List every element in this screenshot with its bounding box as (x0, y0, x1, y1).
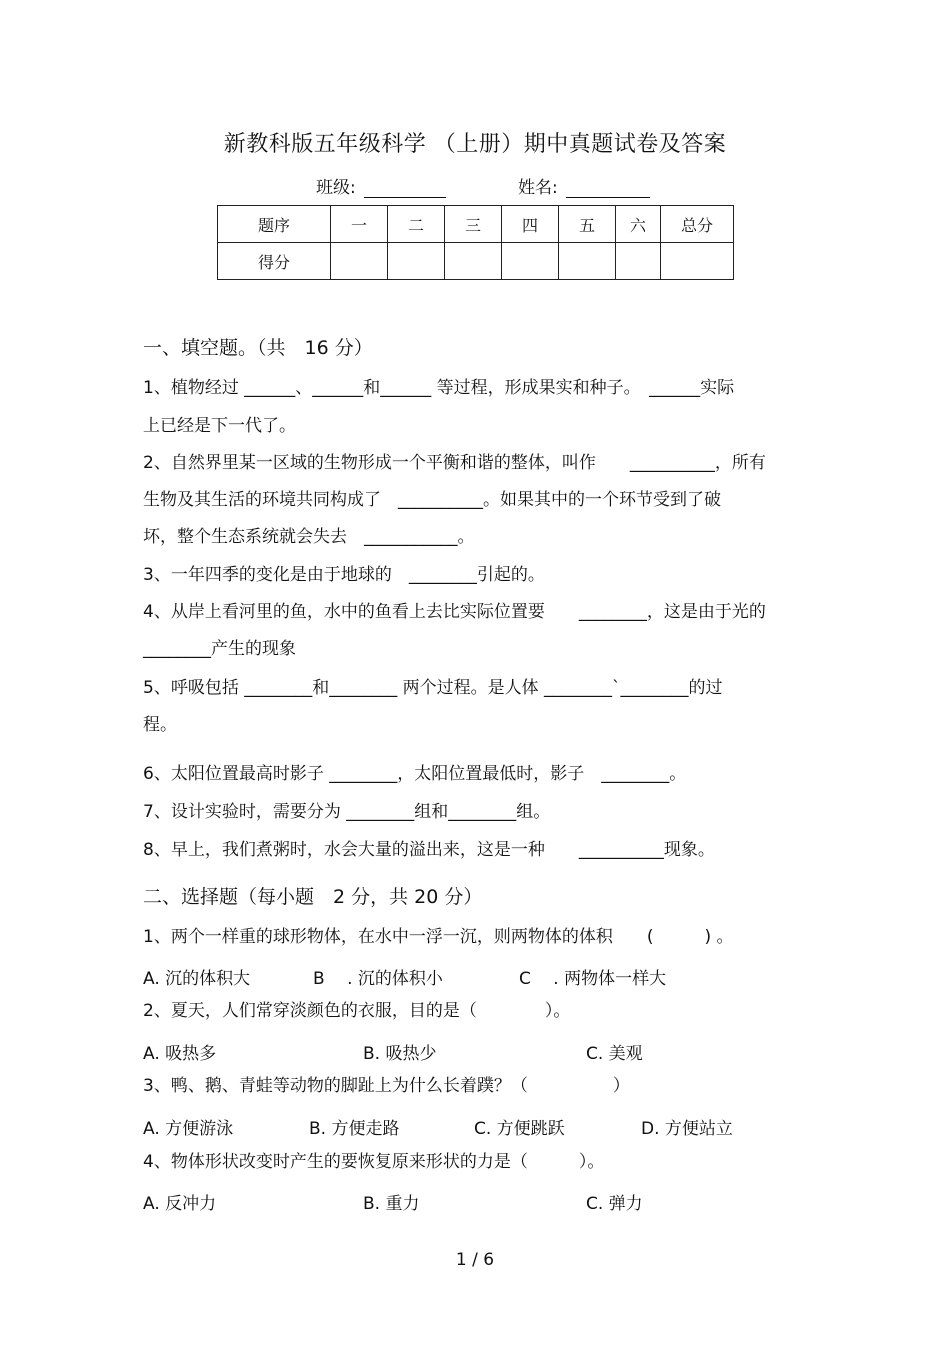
question-line: 1、两个一样重的球形物体，在水中一浮一沉，则两物体的体积 ( ) 。 (143, 927, 734, 947)
header-cell: 题序 (218, 206, 331, 243)
header-cell: 二 (388, 206, 445, 243)
score-cell (661, 243, 734, 280)
header-cell: 三 (445, 206, 502, 243)
score-table (217, 205, 734, 280)
question-line: 生物及其生活的环境共同构成了 __________。如果其中的一个环节受到了破 (143, 490, 721, 510)
question-line: 2、自然界里某一区域的生物形成一个平衡和谐的整体，叫作 __________，所有 (143, 453, 766, 473)
question-line: ________产生的现象 (143, 639, 296, 659)
class-field (316, 173, 446, 198)
option: A. 方便游泳 (143, 1119, 234, 1139)
score-table-score-row (218, 243, 734, 280)
page-number: 1 / 6 (455, 1250, 495, 1270)
option: A. 反冲力 (143, 1194, 217, 1214)
question-line: 3、鸭、鹅、青蛙等动物的脚趾上为什么长着蹼？（ ） (143, 1076, 630, 1096)
header-cell: 四 (502, 206, 559, 243)
header-cell: 五 (559, 206, 616, 243)
option: B. 重力 (363, 1194, 420, 1214)
question-line: 7、设计实验时，需要分为 ________组和________组。 (143, 802, 551, 822)
score-cell (559, 243, 616, 280)
option: C. 弹力 (586, 1194, 643, 1214)
header-cell: 一 (331, 206, 388, 243)
option: C . 两物体一样大 (519, 969, 667, 989)
question-line: 5、呼吸包括 ________和________ 两个过程。是人体 ________`________的过 (143, 678, 723, 698)
section2-heading: 二、选择题（每小题 2 分，共 20 分） (143, 886, 483, 908)
class-blank (364, 179, 446, 198)
option: A. 吸热多 (143, 1044, 217, 1064)
option: C. 美观 (586, 1044, 643, 1064)
question-line: 程。 (143, 715, 177, 735)
score-cell (445, 243, 502, 280)
section1-heading: 一、填空题。（共 16 分） (143, 337, 373, 359)
option: B. 吸热少 (363, 1044, 437, 1064)
question-line: 8、早上，我们煮粥时，水会大量的溢出来，这是一种 __________现象。 (143, 840, 715, 860)
question-line: 6、太阳位置最高时影子 ________，太阳位置最低时，影子 ________。 (143, 764, 687, 784)
question-line: 3、一年四季的变化是由于地球的 ________引起的。 (143, 565, 545, 585)
name-field (518, 173, 650, 198)
question-line: 坏，整个生态系统就会失去 ___________。 (143, 527, 475, 547)
option: B. 方便走路 (309, 1119, 400, 1139)
header-cell: 六 (616, 206, 661, 243)
class-label: 班级: (316, 178, 356, 198)
score-table-header-row (218, 206, 734, 243)
row-label-cell: 得分 (218, 243, 331, 280)
score-cell (331, 243, 388, 280)
score-cell (616, 243, 661, 280)
name-label: 姓名: (518, 178, 558, 198)
question-line: 4、物体形状改变时产生的要恢复原来形状的力是（ ）。 (143, 1152, 605, 1172)
question-line: 1、植物经过 ______、______和______ 等过程，形成果实和种子。 ______实际 (143, 378, 735, 398)
question-line: 4、从岸上看河里的鱼，水中的鱼看上去比实际位置要 ________，这是由于光的 (143, 602, 766, 622)
name-blank (566, 179, 650, 198)
option: B . 沉的体积小 (313, 969, 443, 989)
header-cell: 总分 (661, 206, 734, 243)
page-title: 新教科版五年级科学 （上册）期中真题试卷及答案 (223, 132, 727, 157)
score-cell (388, 243, 445, 280)
question-line: 上已经是下一代了。 (143, 416, 296, 436)
score-cell (502, 243, 559, 280)
option: A. 沉的体积大 (143, 969, 251, 989)
option: C. 方便跳跃 (474, 1119, 565, 1139)
option: D. 方便站立 (641, 1119, 733, 1139)
question-line: 2、夏天，人们常穿淡颜色的衣服，目的是（ ）。 (143, 1001, 571, 1021)
